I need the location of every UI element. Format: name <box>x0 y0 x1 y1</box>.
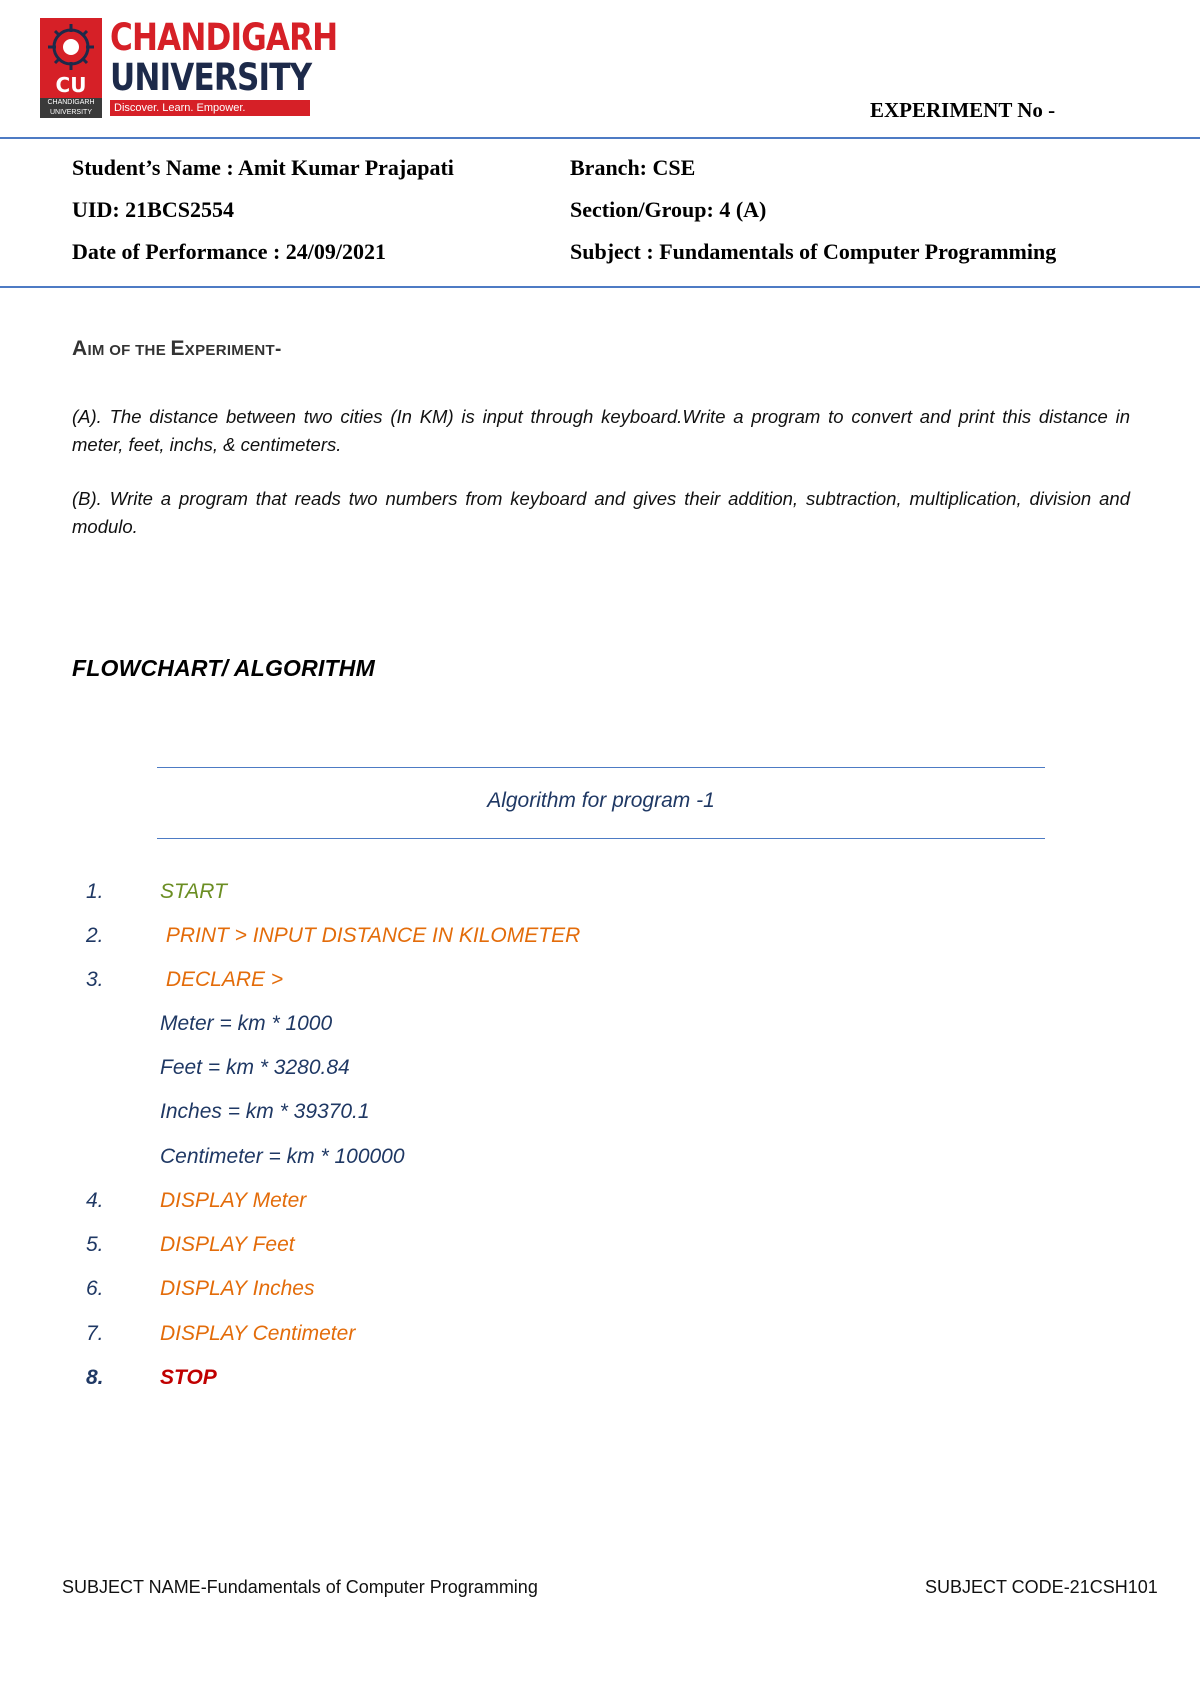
footer-subject-name: SUBJECT NAME-Fundamentals of Computer Programming <box>62 1577 538 1597</box>
algorithm-bottom-rule <box>157 838 1045 839</box>
algorithm-title: Algorithm for program -1 <box>487 789 715 812</box>
aim-heading: AIM OF THE EXPERIMENT- <box>72 337 282 360</box>
logo-badge <box>40 18 102 118</box>
logo-title-line2: UNIVERSITY <box>110 56 312 99</box>
algorithm-top-rule <box>157 767 1045 768</box>
step-7: 7. DISPLAY Centimeter <box>86 1322 356 1345</box>
date-of-performance: Date of Performance : 24/09/2021 <box>72 239 387 264</box>
experiment-number: EXPERIMENT No - <box>870 98 1056 122</box>
flowchart-heading: FLOWCHART/ ALGORITHM <box>72 655 375 681</box>
logo-small-text: CHANDIGARH UNIVERSITY <box>40 98 102 118</box>
step-3: 3. DECLARE > <box>86 968 284 991</box>
aim-paragraph-a: (A). The distance between two cities (In KM) is input through keyboard.Write a program to convert and print this distance in meter, feet, inchs, & centimeters. <box>72 406 1130 455</box>
step-6: 6. DISPLAY Inches <box>86 1277 315 1300</box>
step-2: 2. PRINT > INPUT DISTANCE IN KILOMETER <box>86 924 581 947</box>
logo-cu-text: CU <box>55 73 87 97</box>
step-5: 5. DISPLAY Feet <box>86 1233 295 1256</box>
student-name: Student’s Name : Amit Kumar Prajapati <box>72 155 454 180</box>
header-divider <box>0 137 1200 139</box>
student-uid: UID: 21BCS2554 <box>72 197 234 222</box>
section-group: Section/Group: 4 (A) <box>570 197 767 222</box>
branch: Branch: CSE <box>570 155 696 180</box>
subject: Subject : Fundamentals of Computer Programming <box>570 239 1057 264</box>
declare-inches: Inches = km * 39370.1 <box>160 1100 370 1123</box>
aim-paragraph-b: (B). Write a program that reads two numbers from keyboard and gives their addition, subtraction, multiplication, division and modulo. <box>72 488 1130 537</box>
logo-title-line1: CHANDIGARH <box>110 16 338 59</box>
university-logo <box>40 16 338 118</box>
emblem-icon <box>46 22 96 72</box>
declare-meter: Meter = km * 1000 <box>160 1012 333 1035</box>
step-8: 8. STOP <box>86 1366 217 1389</box>
step-4: 4. DISPLAY Meter <box>86 1189 307 1212</box>
declare-feet: Feet = km * 3280.84 <box>160 1056 350 1079</box>
step-1: 1. START <box>86 880 227 903</box>
footer-subject-code: SUBJECT CODE-21CSH101 <box>925 1577 1158 1597</box>
declare-centimeter: Centimeter = km * 100000 <box>160 1145 405 1168</box>
logo-tagline: Discover. Learn. Empower. <box>110 100 310 116</box>
info-divider <box>0 286 1200 288</box>
